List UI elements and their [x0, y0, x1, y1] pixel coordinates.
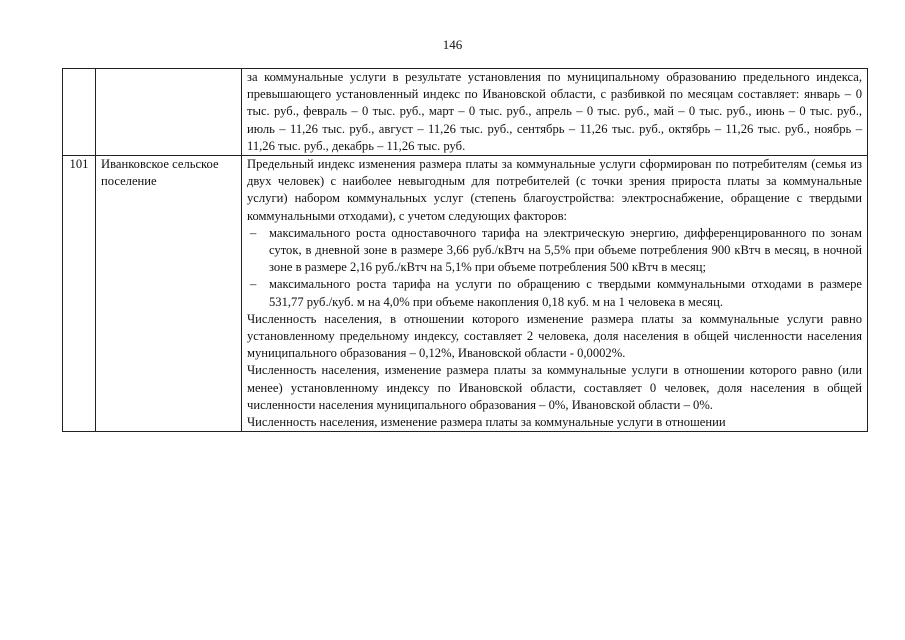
municipality-name-cell: [96, 69, 242, 156]
table-row: [63, 69, 868, 156]
intro-paragraph: Предельный индекс изменения размера платы за коммунальные услуги сформирован по потребителям (семья из двух человек) с наиболее невыгодным для потребителей (с точки зрения прироста платы за коммунальные услуги) набором коммунальных услуг (степень благоустройства: электроснабжение, обращение с твердыми коммунальными отходами), с учетом следующих факторов:: [247, 157, 862, 223]
population-paragraph-2: Численность населения, изменение размера платы за коммунальные услуги в отношении которого равно (или менее) установленному индексу по Ивановской области, составляет 0 человек, доля населения в общей численности населения муниципального образования – 0%, Ивановской области – 0%.: [247, 363, 862, 412]
page-number: 146: [442, 37, 463, 52]
row-number-cell: 101: [63, 156, 96, 432]
municipal-index-table: [62, 68, 868, 432]
dash-bullet: –: [250, 225, 257, 240]
row-number-cell: [63, 69, 96, 156]
description-cell: [242, 69, 868, 156]
description-cell: [242, 156, 868, 432]
municipality-name-cell: Иванковское сельское поселение: [96, 156, 242, 432]
continued-paragraph: за коммунальные услуги в результате установления по муниципальному образованию предельного индекса, превышающего установленный индекс по Ивановской области, с разбивкой по месяцам составляет: январь – 0 тыс. руб., февраль – 0 тыс. руб., март – 0 тыс. руб., апрель – 0 тыс. руб., май – 0 тыс. руб., июнь – 0 тыс. руб., июль – 11,26 тыс. руб., август – 11,26 тыс. руб., сентябрь – 11,26 тыс. руб., октябрь – 11,26 тыс. руб., ноябрь – 11,26 тыс. руб., декабрь – 11,26 тыс. руб.: [247, 70, 862, 153]
list-item: [247, 225, 862, 277]
dash-bullet: –: [250, 277, 257, 292]
list-item-text: максимального роста одноставочного тарифа на электрическую энергию, дифференцированного по зонам суток, в дневной зоне в размере 3,66 руб./кВтч на 5,5% при объеме потребления 900 кВтч в месяц, в ночной зоне в размере 2,16 руб./кВтч на 5,1% при объеме потребления 500 кВтч в месяц;: [269, 225, 862, 275]
list-item-text: максимального роста тарифа на услуги по обращению с твердыми коммунальными отходами в размере 531,77 руб./куб. м на 4,0% при объеме накопления 0,18 куб. м на 1 человека в месяц.: [269, 277, 862, 309]
table-row: [63, 156, 868, 432]
list-item: [247, 276, 862, 310]
factors-list: [247, 225, 862, 311]
population-paragraph-1: Численность населения, в отношении которого изменение размера платы за коммунальные услуги равно установленному предельному индексу, составляет 2 человека, доля населения в общей численности населения муниципального образования – 0,12%, Ивановской области - 0,0002%.: [247, 311, 862, 361]
population-paragraph-3: Численность населения, изменение размера платы за коммунальные услуги в отношении: [247, 415, 726, 430]
